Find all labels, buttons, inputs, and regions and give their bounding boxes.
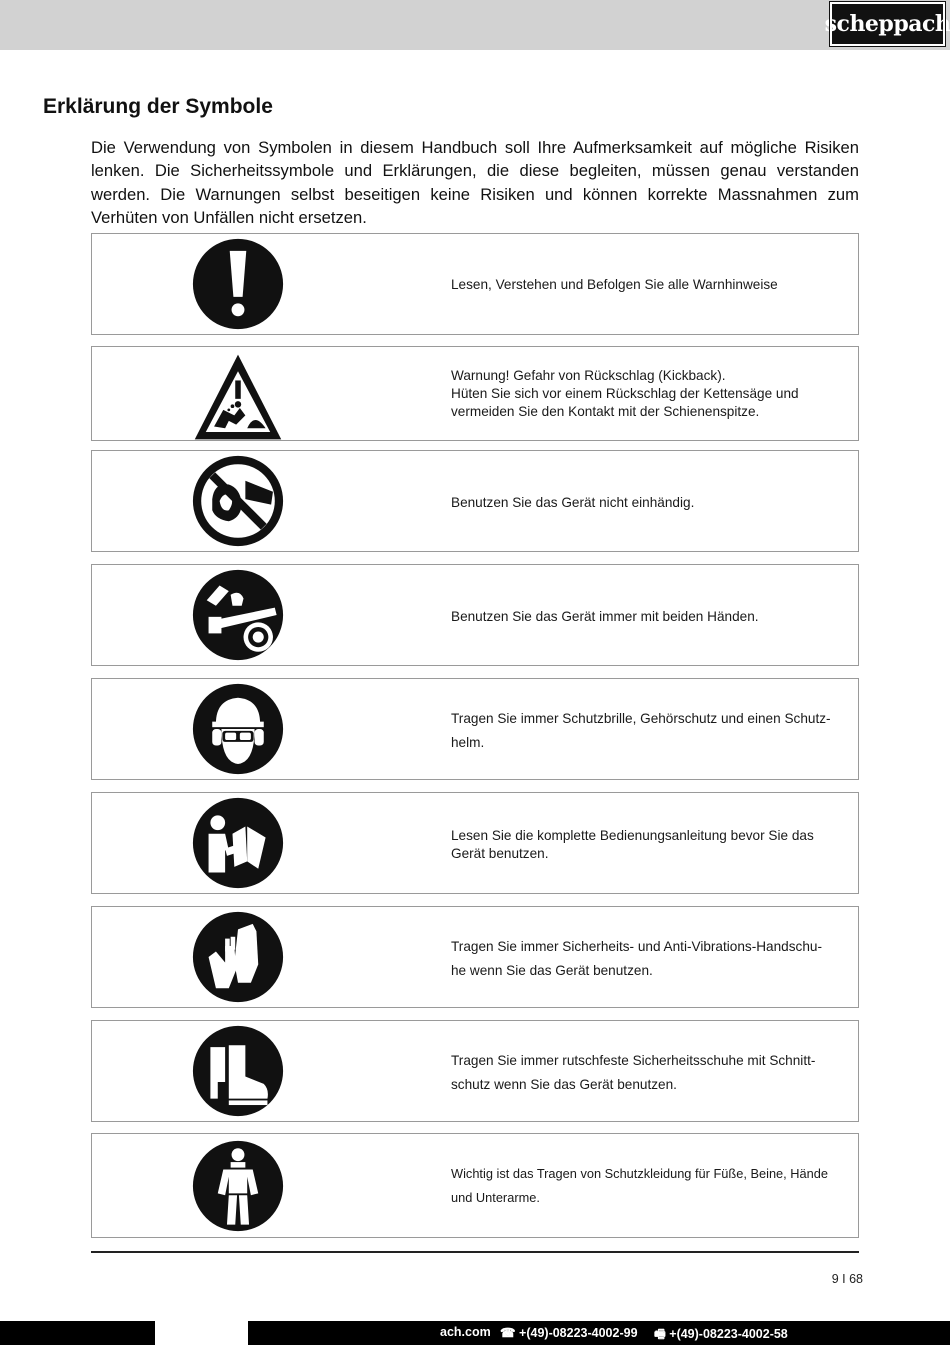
no-one-hand-use-icon bbox=[192, 455, 284, 547]
footer-rule bbox=[91, 1251, 859, 1253]
gloves-icon bbox=[192, 911, 284, 1003]
footer-bar bbox=[0, 1321, 950, 1345]
symbol-text: Tragen Sie immer Schutzbrille, Gehörschutz und einen Schutz- helm. bbox=[451, 711, 831, 750]
symbol-text: Tragen Sie immer Sicherheits- und Anti-Vibrations-Handschu- he wenn Sie das Gerät benutzen. bbox=[451, 939, 822, 978]
read-manual-icon bbox=[192, 797, 284, 889]
symbol-text: Lesen Sie die komplette Bedienungsanleitung bevor Sie das Gerät benutzen. bbox=[451, 828, 814, 861]
intro-paragraph: Die Verwendung von Symbolen in diesem Handbuch soll Ihre Aufmerksamkeit auf mögliche Risiken lenken. Die Sicherheitssymbole und Erklärungen, die diese begleiten, müssen genau verstanden werden. Die Warnungen selbst beseitigen keine Risiken und können korrekte Massnahmen zum Verhüten von Unfällen nicht ersetzen. bbox=[91, 138, 859, 227]
symbol-row bbox=[91, 1133, 859, 1238]
kickback-warning-icon bbox=[192, 351, 284, 443]
head-protection-icon bbox=[192, 683, 284, 775]
symbol-row bbox=[91, 906, 859, 1008]
symbol-text: Lesen, Verstehen und Befolgen Sie alle Warnhinweise bbox=[451, 277, 778, 292]
symbol-text: Benutzen Sie das Gerät immer mit beiden Händen. bbox=[451, 609, 759, 624]
symbol-text: Tragen Sie immer rutschfeste Sicherheitsschuhe mit Schnitt- schutz wenn Sie das Gerät benutzen. bbox=[451, 1053, 816, 1092]
two-hands-icon bbox=[192, 569, 284, 661]
page-title: Erklärung der Symbole bbox=[43, 95, 273, 118]
scheppach-logo: scheppach bbox=[830, 2, 945, 46]
symbol-row bbox=[91, 1020, 859, 1122]
footer-gap bbox=[155, 1321, 248, 1345]
symbol-row bbox=[91, 564, 859, 666]
protective-clothing-icon bbox=[192, 1140, 284, 1232]
safety-boots-icon bbox=[192, 1025, 284, 1117]
symbol-row bbox=[91, 792, 859, 894]
footer-fax: 🖷 +(49)-08223-4002-58 bbox=[654, 1327, 788, 1341]
footer-phone: ☎ +(49)-08223-4002-99 bbox=[500, 1326, 638, 1340]
header-bar bbox=[0, 0, 950, 50]
symbol-row bbox=[91, 346, 859, 441]
footer-website[interactable]: ach.com bbox=[440, 1325, 491, 1339]
symbol-row bbox=[91, 450, 859, 552]
symbol-row bbox=[91, 233, 859, 335]
symbol-text: Warnung! Gefahr von Rückschlag (Kickback). Hüten Sie sich vor einem Rückschlag der Kettensäge und vermeiden Sie den Kontakt mit der Schienenspitze. bbox=[451, 368, 799, 419]
symbol-row bbox=[91, 678, 859, 780]
mandatory-action-icon bbox=[192, 238, 284, 330]
symbol-text: Benutzen Sie das Gerät nicht einhändig. bbox=[451, 495, 695, 510]
symbol-text: Wichtig ist das Tragen von Schutzkleidung für Füße, Beine, Hände und Unterarme. bbox=[451, 1166, 828, 1205]
page-number: 9 I 68 bbox=[831, 1272, 863, 1286]
